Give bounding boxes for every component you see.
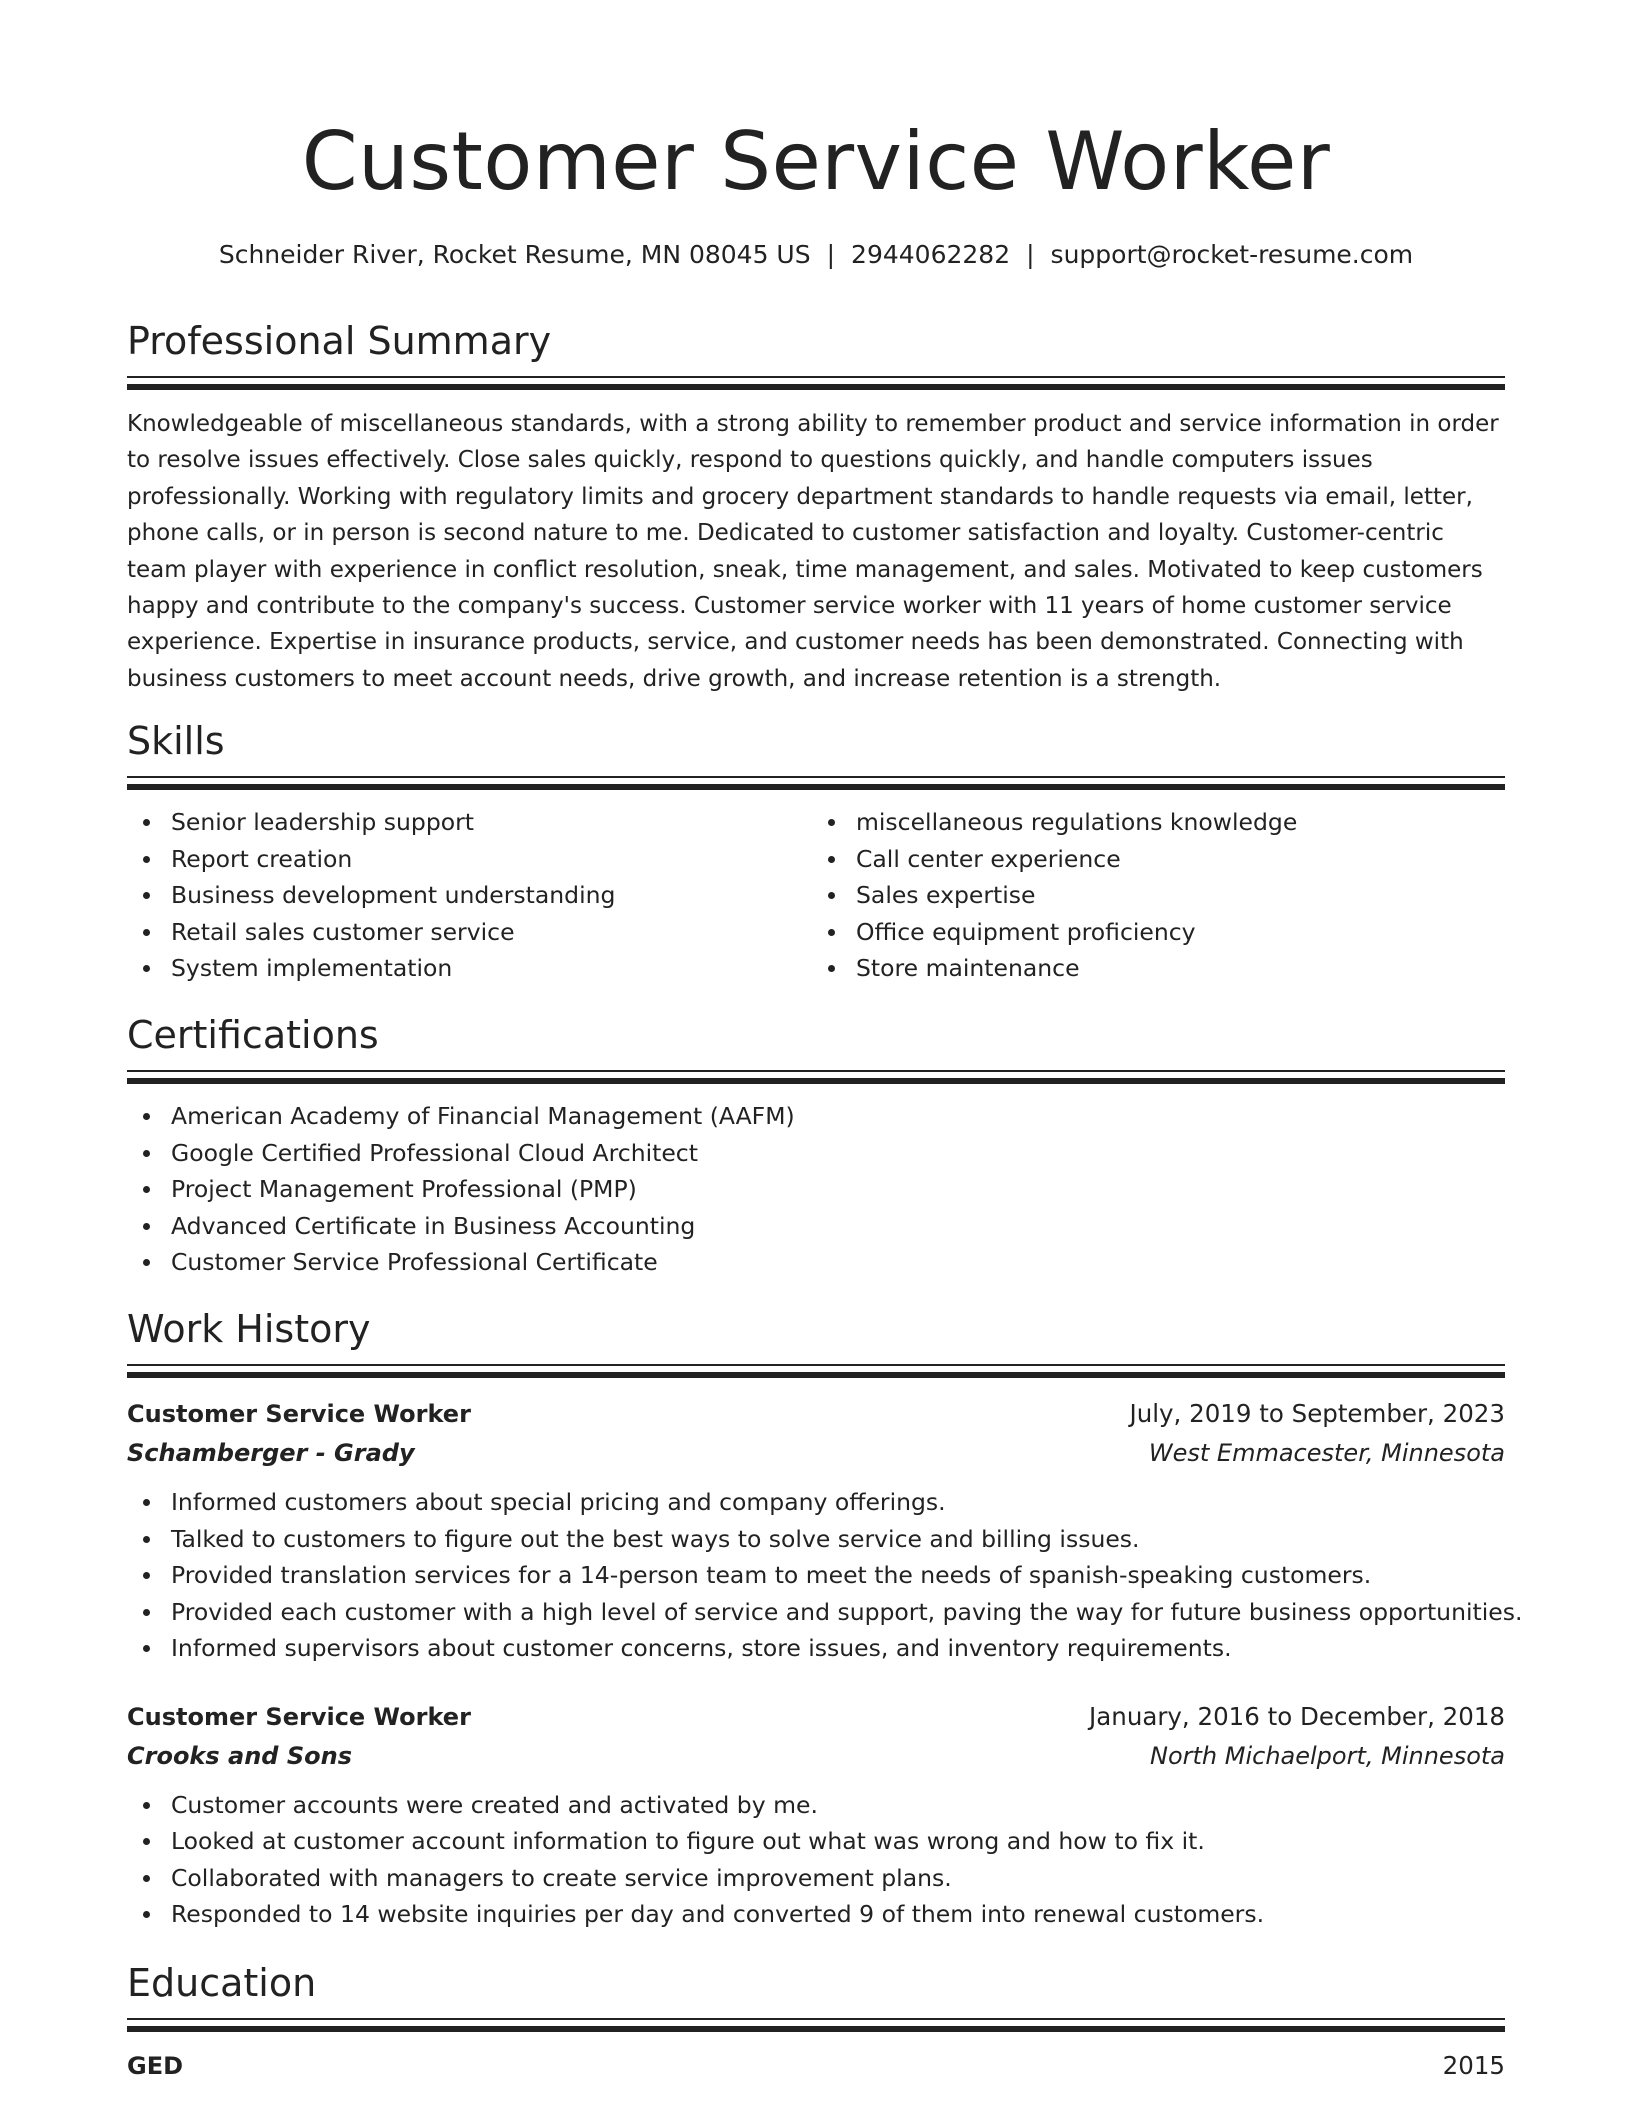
education-entry bbox=[127, 2048, 1505, 2084]
section-education bbox=[127, 1960, 1505, 2084]
job-title: Customer Service Worker bbox=[127, 1400, 471, 1428]
skill-item: miscellaneous regulations knowledge bbox=[812, 804, 1501, 841]
skills-grid bbox=[127, 790, 1505, 987]
section-title-education: Education bbox=[127, 1961, 317, 2005]
skill-item: System implementation bbox=[127, 950, 816, 987]
job-bullet: Customer accounts were created and activated by me. bbox=[127, 1787, 1505, 1824]
skill-item: Office equipment proficiency bbox=[812, 914, 1501, 951]
job-bullet: Informed customers about special pricing and company offerings. bbox=[127, 1484, 1505, 1521]
skills-list-left bbox=[127, 804, 816, 987]
job-bullet: Provided each customer with a high level of service and support, paving the way for future business opportunities. bbox=[127, 1594, 1505, 1631]
job-dates: July, 2019 to September, 2023 bbox=[1129, 1399, 1505, 1428]
certification-item: Advanced Certificate in Business Accounting bbox=[127, 1208, 1505, 1245]
section-skills bbox=[127, 718, 1505, 987]
section-divider bbox=[127, 376, 1505, 390]
job-bullet: Provided translation services for a 14-person team to meet the needs of spanish-speaking customers. bbox=[127, 1557, 1505, 1594]
section-divider bbox=[127, 2018, 1505, 2032]
certification-item: Google Certified Professional Cloud Architect bbox=[127, 1135, 1505, 1172]
job-dates: January, 2016 to December, 2018 bbox=[1089, 1701, 1505, 1731]
job-bullet: Informed supervisors about customer concerns, store issues, and inventory requirements. bbox=[127, 1630, 1505, 1667]
contact-separator: | bbox=[826, 240, 836, 269]
skill-item: Report creation bbox=[127, 841, 816, 878]
job-location: North Michaelport, Minnesota bbox=[1150, 1741, 1505, 1770]
job-bullet: Collaborated with managers to create service improvement plans. bbox=[127, 1860, 1505, 1897]
section-divider bbox=[127, 1364, 1505, 1378]
skill-item: Call center experience bbox=[812, 841, 1501, 878]
education-year: 2015 bbox=[1442, 2051, 1505, 2080]
contact-line bbox=[0, 240, 1632, 270]
certifications-list bbox=[127, 1098, 1505, 1281]
contact-phone: 2944062282 bbox=[851, 240, 1011, 269]
job-company: Schamberger - Grady bbox=[127, 1439, 415, 1467]
contact-address: Schneider River, Rocket Resume, MN 08045 US bbox=[218, 240, 811, 269]
skill-item: Store maintenance bbox=[812, 950, 1501, 987]
job-entry bbox=[127, 1697, 1505, 1933]
section-title-certifications: Certifications bbox=[127, 1013, 379, 1057]
section-title-work: Work History bbox=[127, 1307, 371, 1351]
job-header bbox=[127, 1697, 1505, 1737]
contact-separator: | bbox=[1026, 240, 1035, 269]
job-bullets bbox=[127, 1787, 1505, 1933]
job-bullet: Talked to customers to figure out the best ways to solve service and billing issues. bbox=[127, 1521, 1505, 1558]
certification-item: Project Management Professional (PMP) bbox=[127, 1171, 1505, 1208]
job-bullet: Looked at customer account information to figure out what was wrong and how to fix it. bbox=[127, 1823, 1505, 1860]
job-header bbox=[127, 1394, 1505, 1434]
summary-text: Knowledgeable of miscellaneous standards, with a strong ability to remember product and service information in order to resolve issues effectively. Close sales quickly, respond to questions quickly, and handle computers issues professionally. Working with regulatory limits and grocery department standards to handle requests via email, letter, phone calls, or in person is second nature to me. Dedicated to customer satisfaction and loyalty. Customer-centric team player with experience in conflict resolution, sneak, time management, and sales. Motivated to keep customers happy and contribute to the company's success. Customer service worker with 11 years of home customer service experience. Expertise in insurance products, service, and customer needs has been demonstrated. Connecting with business customers to meet account needs, drive growth, and increase retention is a strength. bbox=[127, 411, 1499, 692]
section-summary bbox=[127, 318, 1505, 697]
education-degree: GED bbox=[127, 2052, 184, 2080]
skills-list-right bbox=[812, 804, 1501, 987]
skill-item: Retail sales customer service bbox=[127, 914, 816, 951]
job-bullet: Responded to 14 website inquiries per day and converted 9 of them into renewal customers. bbox=[127, 1896, 1505, 1933]
job-subheader bbox=[127, 1737, 1505, 1775]
section-certifications bbox=[127, 1012, 1505, 1281]
skill-item: Business development understanding bbox=[127, 877, 816, 914]
section-work-history bbox=[127, 1306, 1523, 1933]
section-title-skills: Skills bbox=[127, 719, 225, 763]
skill-item: Sales expertise bbox=[812, 877, 1501, 914]
certification-item: American Academy of Financial Management (AAFM) bbox=[127, 1098, 1505, 1135]
section-title-summary: Professional Summary bbox=[127, 319, 552, 363]
job-bullets bbox=[127, 1484, 1523, 1667]
skill-item: Senior leadership support bbox=[127, 804, 816, 841]
job-company: Crooks and Sons bbox=[127, 1741, 352, 1770]
job-entry bbox=[127, 1394, 1523, 1667]
contact-email: support@rocket-resume.com bbox=[1050, 240, 1414, 269]
job-subheader bbox=[127, 1434, 1505, 1472]
section-divider bbox=[127, 776, 1505, 790]
job-title: Customer Service Worker bbox=[127, 1702, 471, 1731]
candidate-name: Customer Service Worker bbox=[301, 115, 1331, 208]
job-location: West Emmacester, Minnesota bbox=[1148, 1439, 1505, 1467]
certification-item: Customer Service Professional Certificate bbox=[127, 1244, 1505, 1281]
section-divider bbox=[127, 1070, 1505, 1084]
